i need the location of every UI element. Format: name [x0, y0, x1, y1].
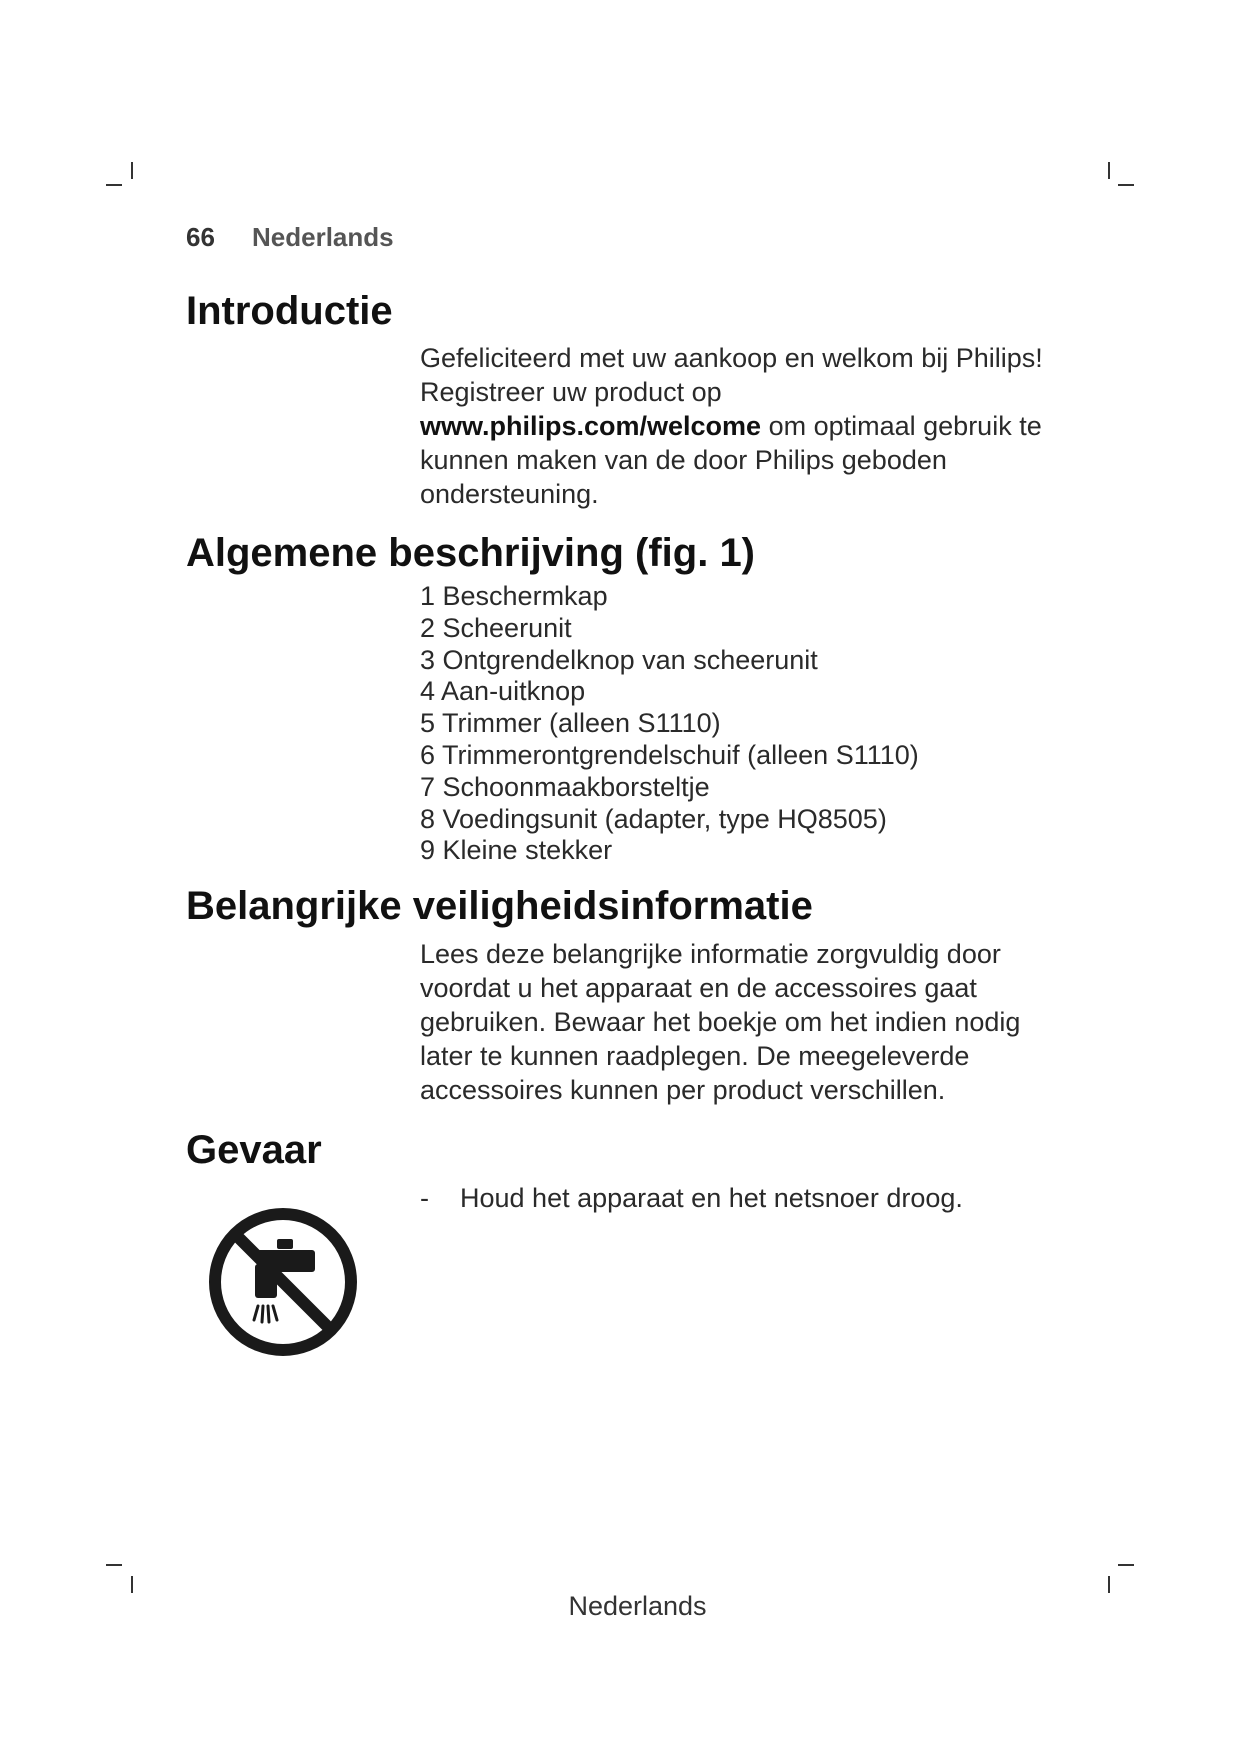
list-item: 9 Kleine stekker [420, 835, 613, 866]
safety-paragraph: Lees deze belangrijke informatie zorgvuldig door voordat u het apparaat en de accessoires gaat gebruiken. Bewaar het boekje om het indien nodig later te kunnen raadplegen. De meegeleverde accessoires kunnen per product verschillen. [420, 939, 1021, 1105]
crop-mark [1118, 1564, 1134, 1566]
welcome-url: www.philips.com/welcome [420, 411, 762, 441]
list-item: 6 Trimmerontgrendelschuif (alleen S1110) [420, 739, 919, 770]
list-item: 4 Aan-uitknop [420, 676, 586, 707]
introduction-text: Gefeliciteerd met uw aankoop en welkom bij Philips! Registreer uw product op [420, 343, 1043, 407]
footer-language: Nederlands [568, 1591, 707, 1621]
header-language: Nederlands [252, 222, 394, 252]
crop-mark [106, 1564, 122, 1566]
crop-mark [131, 162, 133, 179]
list-item [420, 1181, 963, 1215]
introduction-paragraph [420, 341, 1070, 511]
running-header [186, 222, 394, 253]
heading-introduction: Introductie [186, 289, 393, 333]
list-item: 7 Schoonmaakborsteltje [420, 771, 710, 802]
parts-list [420, 581, 919, 867]
danger-item-text: Houd het apparaat en het netsnoer droog. [460, 1183, 963, 1213]
list-item: 8 Voedingsunit (adapter, type HQ8505) [420, 803, 887, 834]
heading-safety: Belangrijke veiligheidsinformatie [186, 884, 813, 928]
introduction-text-end: om optimaal gebruik te kunnen maken van de door Philips geboden ondersteuning. [420, 411, 1042, 509]
heading-danger: Gevaar [186, 1128, 322, 1172]
list-item: 3 Ontgrendelknop van scheerunit [420, 644, 818, 675]
list-item: 1 Beschermkap [420, 581, 608, 611]
list-item: 5 Trimmer (alleen S1110) [420, 708, 721, 739]
no-water-tap-icon [205, 1204, 361, 1360]
crop-mark [1108, 162, 1110, 179]
crop-mark [1118, 184, 1134, 186]
danger-list [420, 1181, 963, 1215]
list-item: 2 Scheerunit [420, 612, 572, 643]
bullet-dash: - [420, 1183, 429, 1213]
heading-general-description: Algemene beschrijving (fig. 1) [186, 531, 756, 575]
crop-mark [106, 184, 122, 186]
page-number: 66 [186, 222, 215, 252]
